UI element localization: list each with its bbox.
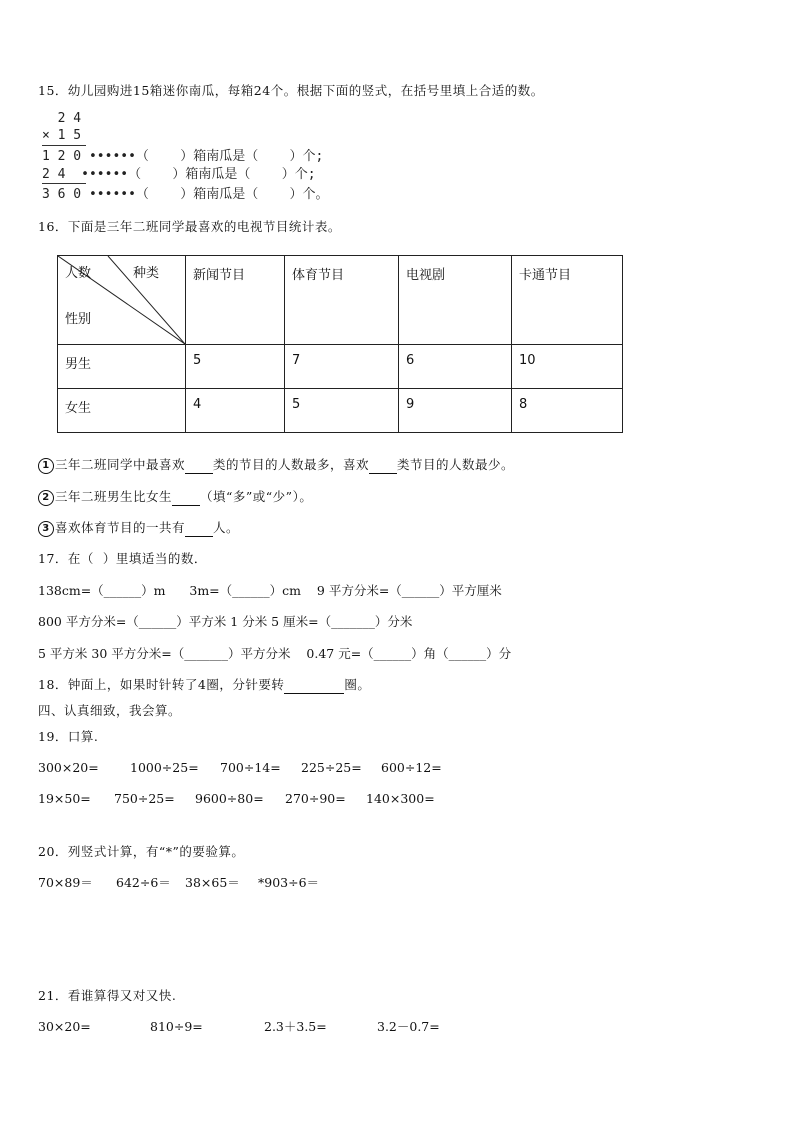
- q17-title: 17．在（ ）里填适当的数．: [38, 551, 207, 566]
- calc-item: 140×300=: [366, 791, 435, 806]
- table-cell: 4: [186, 389, 285, 433]
- column-header: 卡通节目: [512, 256, 623, 345]
- calc-item: 9600÷80=: [195, 791, 264, 806]
- q20-title: 20．列竖式计算，有“*”的要验算。: [38, 844, 245, 859]
- q16-title: 16．下面是三年二班同学最喜欢的电视节目统计表。: [38, 219, 341, 234]
- corner-cell: [58, 256, 186, 345]
- calc-item: 30×20=: [38, 1019, 91, 1034]
- q17-line-3: 5 平方米 30 平方分米=（_______）平方分米 0.47 元=（______）角（______）分: [38, 646, 512, 661]
- calc-item: 810÷9=: [150, 1019, 203, 1034]
- q21-title: 21．看谁算得又对又快.: [38, 988, 177, 1003]
- column-header: 体育节目: [285, 256, 399, 345]
- table-cell: 8: [512, 389, 623, 433]
- q18: 18．钟面上，如果时针转了4圈，分针要转 圈。: [38, 677, 371, 692]
- corner-gender-label: 性别: [65, 312, 92, 327]
- calc-item: 270÷90=: [285, 791, 346, 806]
- calc-item: 300×20=: [38, 760, 99, 775]
- calc-item: 642÷6＝: [116, 875, 171, 890]
- q15-vertical-line-4: 2 4 ••••••（ ）箱南瓜是（ ）个;: [42, 167, 316, 182]
- circled-number: 1: [38, 458, 54, 474]
- vertical-rule: [42, 183, 86, 184]
- q16-sub1: 1 三年二班同学中最喜欢 类的节目的人数最多，喜欢 类节目的人数最少。: [38, 457, 514, 474]
- corner-kind-label: 种类: [133, 266, 160, 281]
- calc-item: 700÷14=: [220, 760, 281, 775]
- circled-number: 3: [38, 521, 54, 537]
- corner-people-label: 人数: [65, 266, 92, 281]
- table-cell: 6: [399, 345, 512, 389]
- calc-item: 70×89＝: [38, 875, 93, 890]
- q16-sub3: 3 喜欢体育节目的一共有 人。: [38, 520, 239, 537]
- q15-vertical-line-2: × 1 5: [42, 128, 82, 143]
- q19-title: 19．口算.: [38, 729, 99, 744]
- table-cell: 7: [285, 345, 399, 389]
- answer-blank[interactable]: [284, 677, 344, 694]
- answer-blank[interactable]: [172, 489, 200, 506]
- calc-item: *903÷6＝: [258, 875, 320, 890]
- table-cell: 5: [285, 389, 399, 433]
- q17-line-2: 800 平方分米=（______）平方米 1 分米 5 厘米=（_______）分米: [38, 614, 413, 629]
- calc-item: 38×65＝: [185, 875, 240, 890]
- calc-item: 3.2－0.7=: [377, 1019, 440, 1034]
- q16-sub2: 2 三年二班男生比女生 （填“多”或“少”）。: [38, 489, 312, 506]
- calc-item: 600÷12=: [381, 760, 442, 775]
- q15-vertical-line-3: 1 2 0 ••••••（ ）箱南瓜是（ ）个;: [42, 149, 324, 164]
- q17-line-1: 138cm=（______）m 3m=（______）cm 9 平方分米=（______）平方厘米: [38, 583, 502, 598]
- table-row: [58, 345, 623, 389]
- row-label: 男生: [58, 345, 186, 389]
- q15-vertical-line-5: 3 6 0 ••••••（ ）箱南瓜是（ ）个。: [42, 187, 329, 202]
- calc-item: 19×50=: [38, 791, 91, 806]
- calc-item: 750÷25=: [114, 791, 175, 806]
- table-cell: 9: [399, 389, 512, 433]
- circled-number: 2: [38, 490, 54, 506]
- q15-title: 15．幼儿园购进15箱迷你南瓜，每箱24个。根据下面的竖式，在括号里填上合适的数。: [38, 83, 544, 98]
- q15-vertical-line-1: 2 4: [42, 111, 82, 126]
- calc-item: 2.3＋3.5=: [264, 1019, 327, 1034]
- table-row: [58, 389, 623, 433]
- vertical-rule: [42, 145, 86, 146]
- row-label: 女生: [58, 389, 186, 433]
- calc-item: 225÷25=: [301, 760, 362, 775]
- tv-stats-table: [57, 255, 623, 433]
- answer-blank[interactable]: [185, 457, 213, 474]
- column-header: 新闻节目: [186, 256, 285, 345]
- table-cell: 10: [512, 345, 623, 389]
- answer-blank[interactable]: [369, 457, 397, 474]
- calc-item: 1000÷25=: [130, 760, 199, 775]
- answer-blank[interactable]: [185, 520, 213, 537]
- column-header: 电视剧: [399, 256, 512, 345]
- table-cell: 5: [186, 345, 285, 389]
- section-heading: 四、认真细致，我会算。: [38, 703, 182, 718]
